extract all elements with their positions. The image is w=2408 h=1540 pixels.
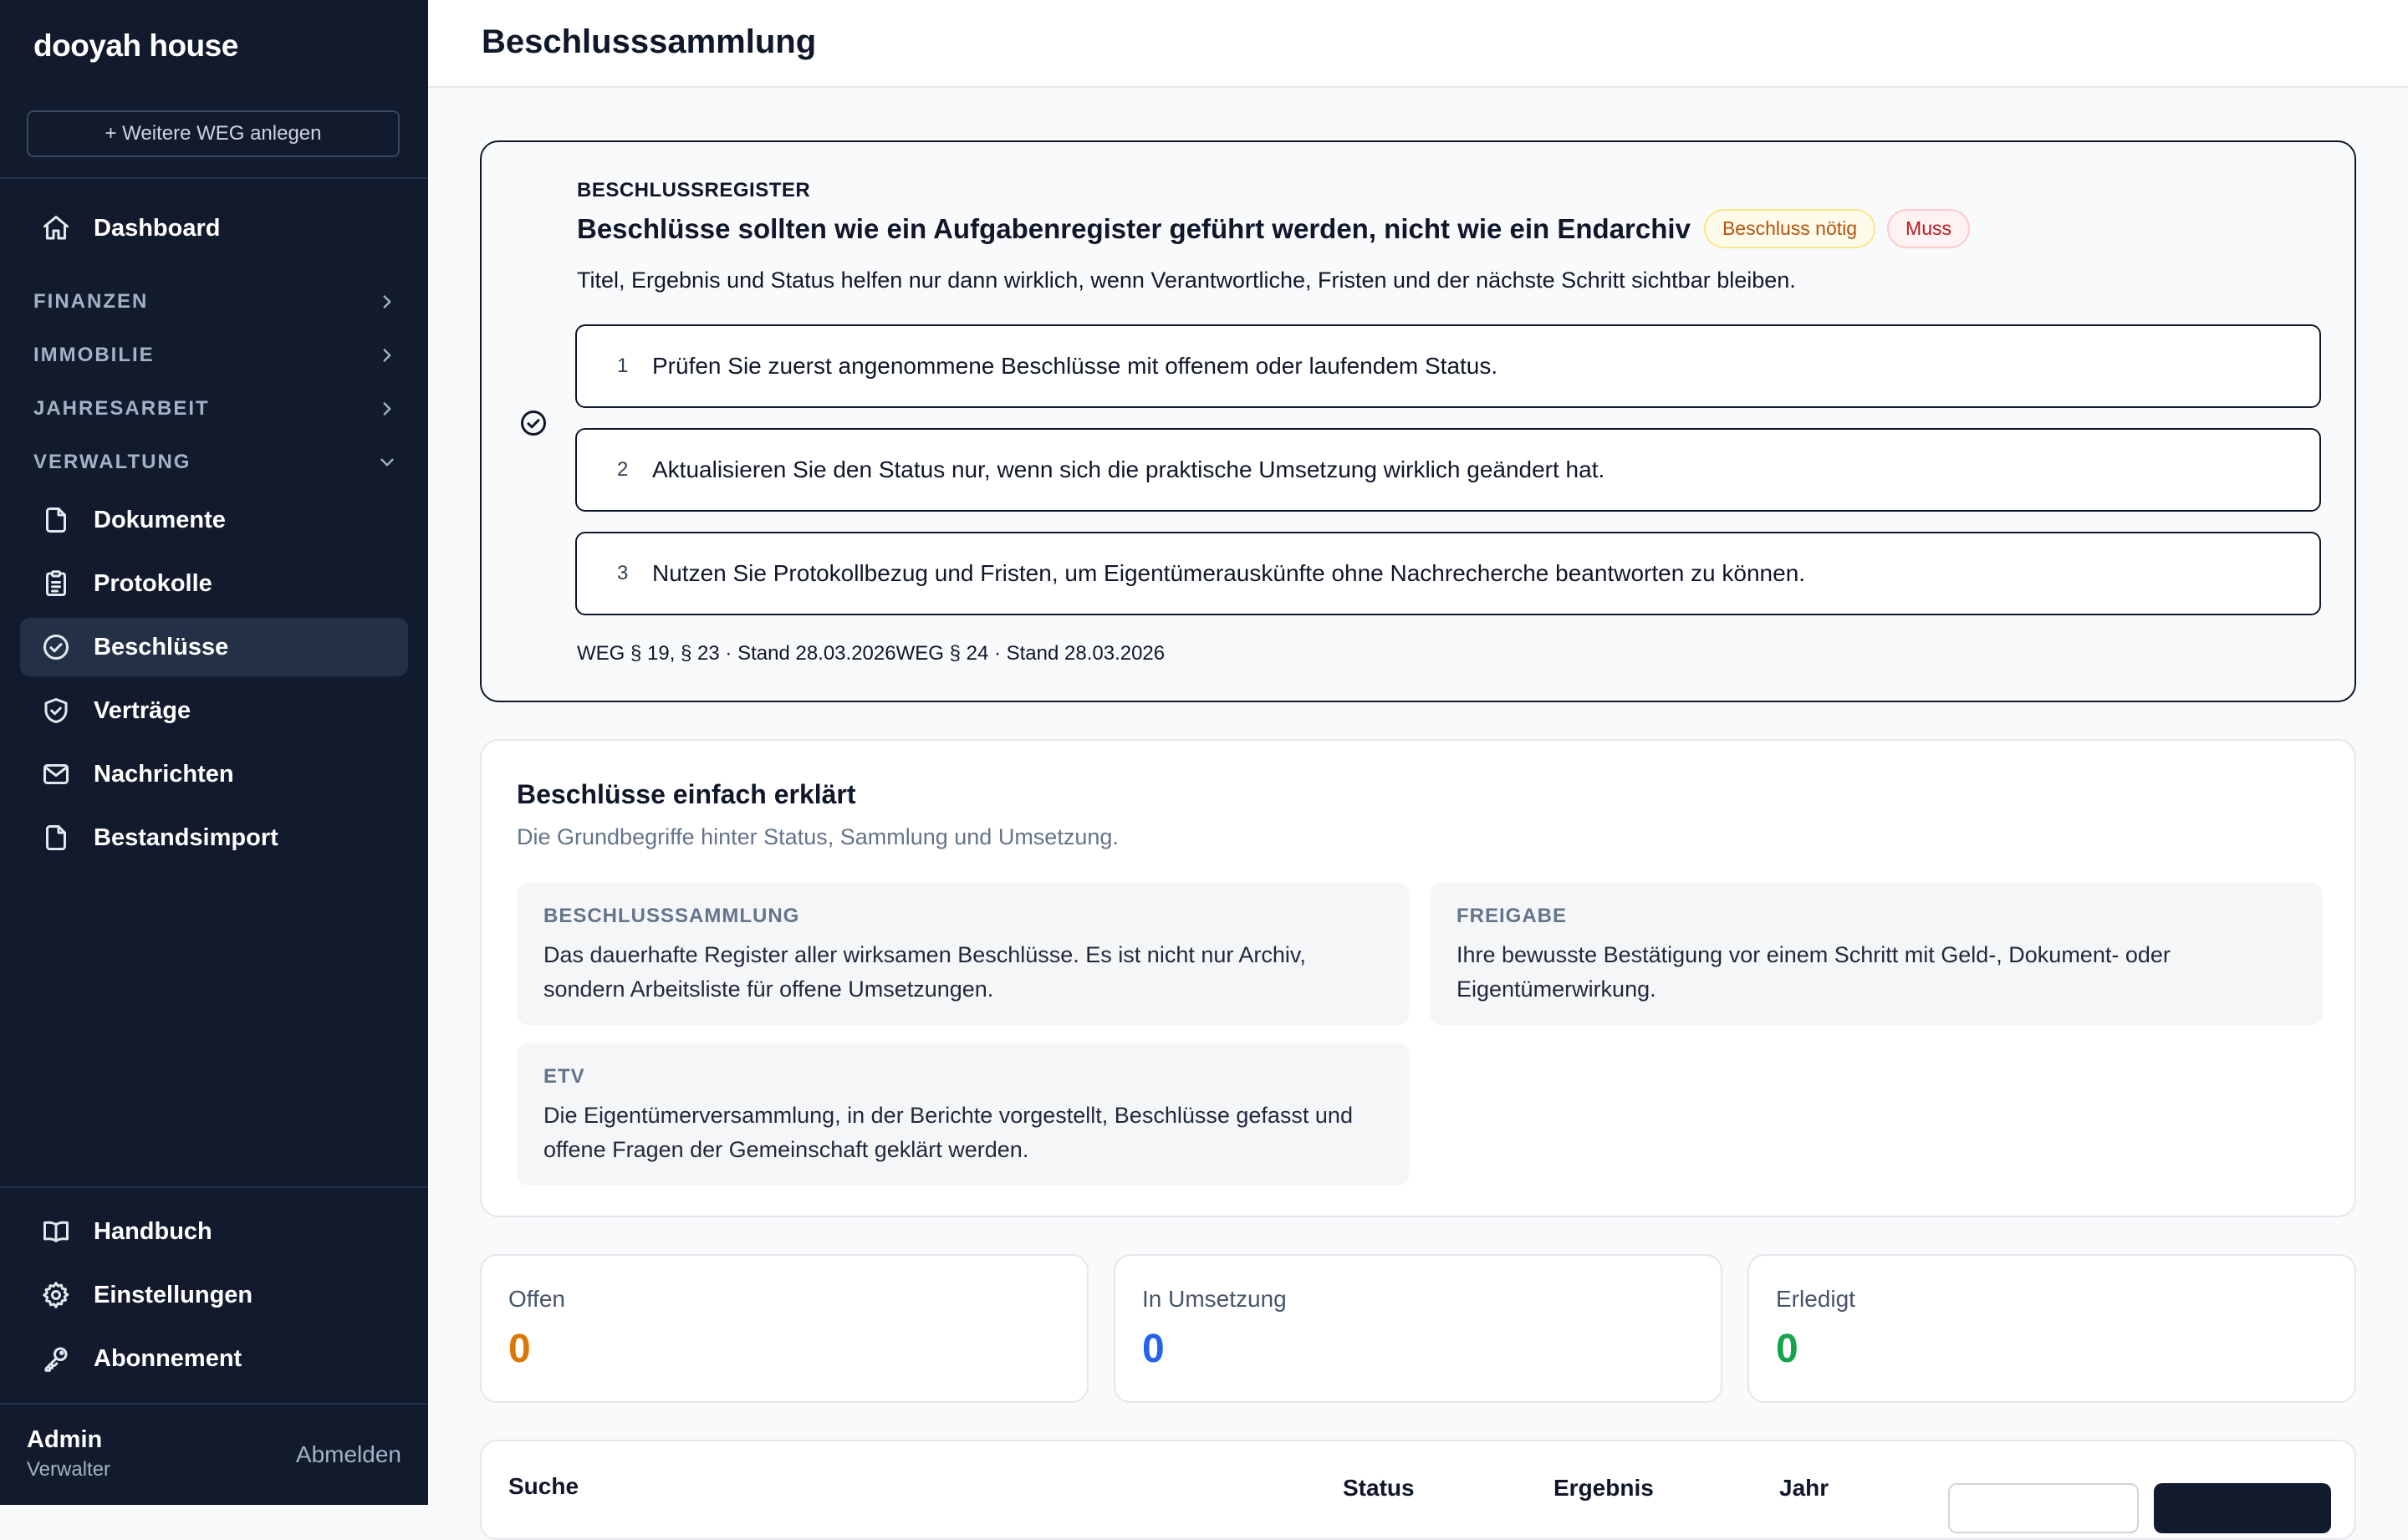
secondary-button[interactable] <box>1948 1483 2139 1533</box>
sidebar-item-label: Protokolle <box>94 569 212 597</box>
step-number: 2 <box>617 458 629 481</box>
step-number: 1 <box>617 354 629 377</box>
sidebar-item-label: Abonnement <box>94 1344 242 1372</box>
user-role: Verwalter <box>27 1458 111 1481</box>
term-label: ETV <box>543 1065 585 1088</box>
chevron-right-icon <box>376 344 398 366</box>
sidebar-group-finanzen[interactable] <box>33 285 398 319</box>
sidebar-group-verwaltung[interactable] <box>33 446 398 479</box>
step-number: 3 <box>617 562 629 584</box>
stat-card-erledigt <box>1747 1254 2356 1403</box>
term-label: FREIGABE <box>1457 905 1568 927</box>
stat-label: Offen <box>508 1286 565 1312</box>
sidebar-item-protokolle[interactable] <box>20 554 408 613</box>
stat-label: In Umsetzung <box>1142 1286 1287 1312</box>
stat-card-offen <box>480 1254 1089 1403</box>
step-text: Aktualisieren Sie den Status nur, wenn sich die praktische Umsetzung wirklich geändert hat. <box>652 456 1605 482</box>
group-label: VERWALTUNG <box>33 451 191 473</box>
document-icon <box>40 504 72 536</box>
register-title: Beschlüsse sollten wie ein Aufgabenregister geführt werden, nicht wie ein Endarchiv <box>577 212 1691 244</box>
search-label: Suche <box>508 1473 579 1499</box>
term-text: Ihre bewusste Bestätigung vor einem Schritt mit Geld-, Dokument- oder Eigentümerwirkung. <box>1457 942 2171 1002</box>
sidebar-item-label: Dashboard <box>94 214 221 242</box>
sidebar-item-label: Beschlüsse <box>94 633 229 660</box>
explain-title: Beschlüsse einfach erklärt <box>517 779 856 809</box>
step-text: Nutzen Sie Protokollbezug und Fristen, um Eigentümerauskünfte ohne Nachrecherche beantworten zu können. <box>652 560 1806 586</box>
book-icon <box>40 1216 72 1247</box>
badge-beschluss-noetig: Beschluss nötig <box>1704 209 1875 248</box>
sidebar-item-label: Nachrichten <box>94 760 234 788</box>
filter-card <box>480 1440 2356 1540</box>
chevron-down-icon <box>376 451 398 473</box>
sidebar-item-label: Bestandsimport <box>94 824 278 851</box>
sidebar-item-dokumente[interactable] <box>20 491 408 549</box>
sidebar-group-immobilie[interactable] <box>33 339 398 372</box>
sidebar-item-abonnement[interactable] <box>20 1329 408 1388</box>
group-label: JAHRESARBEIT <box>33 397 210 420</box>
sidebar-group-jahresarbeit[interactable] <box>33 392 398 426</box>
term-card <box>517 883 1410 1025</box>
sidebar-divider <box>0 177 428 179</box>
mail-icon <box>40 758 72 790</box>
document-icon <box>40 822 72 854</box>
group-label: IMMOBILIE <box>33 344 155 366</box>
term-label: BESCHLUSSSAMMLUNG <box>543 905 800 927</box>
group-label: FINANZEN <box>33 290 149 313</box>
register-step <box>575 532 2321 615</box>
term-text: Die Eigentümerversammlung, in der Berichte vorgestellt, Beschlüsse gefasst und offene Fragen der Gemeinschaft geklärt werden. <box>543 1103 1353 1162</box>
check-circle-icon <box>40 631 72 663</box>
sidebar-item-nachrichten[interactable] <box>20 745 408 803</box>
stat-value: 0 <box>1142 1327 1165 1371</box>
sidebar-divider <box>0 1403 428 1405</box>
status-filter-label: Status <box>1343 1475 1415 1501</box>
year-filter-label: Jahr <box>1779 1475 1829 1501</box>
term-text: Das dauerhafte Register aller wirksamen Beschlüsse. Es ist nicht nur Archiv, sondern Arbeitsliste für offene Umsetzungen. <box>543 942 1306 1002</box>
gear-icon <box>40 1279 72 1311</box>
stat-label: Erledigt <box>1776 1286 1855 1312</box>
sidebar-item-einstellungen[interactable] <box>20 1266 408 1324</box>
sidebar-item-label: Einstellungen <box>94 1281 253 1308</box>
shield-check-icon <box>40 695 72 727</box>
step-text: Prüfen Sie zuerst angenommene Beschlüsse mit offenem oder laufendem Status. <box>652 353 1498 379</box>
sidebar-item-label: Verträge <box>94 696 191 724</box>
sidebar-divider <box>0 1186 428 1188</box>
home-icon <box>40 212 72 244</box>
register-subtitle: Titel, Ergebnis und Status helfen nur dann wirklich, wenn Verantwortliche, Fristen und der nächste Schritt sichtbar bleiben. <box>577 268 1796 293</box>
stat-card-in-umsetzung <box>1114 1254 1722 1403</box>
register-legal-footer: WEG § 19, § 23 · Stand 28.03.2026WEG § 24 · Stand 28.03.2026 <box>577 642 1166 665</box>
sidebar-item-vertraege[interactable] <box>20 681 408 740</box>
sidebar-item-beschluesse[interactable] <box>20 618 408 676</box>
sidebar-item-label: Dokumente <box>94 506 226 533</box>
term-card <box>1430 883 2323 1025</box>
sidebar-item-handbuch[interactable] <box>20 1202 408 1261</box>
explain-subtitle: Die Grundbegriffe hinter Status, Sammlung und Umsetzung. <box>517 824 1119 849</box>
logout-button[interactable]: Abmelden <box>295 1441 401 1467</box>
check-circle-icon <box>518 408 548 438</box>
register-card <box>480 140 2356 702</box>
primary-button[interactable] <box>2154 1483 2331 1533</box>
stat-value: 0 <box>508 1327 531 1371</box>
user-name: Admin <box>27 1426 103 1453</box>
register-title-row <box>577 209 1970 248</box>
stat-value: 0 <box>1776 1327 1798 1371</box>
sidebar-item-dashboard[interactable] <box>20 199 408 258</box>
sidebar-item-bestandsimport[interactable] <box>20 808 408 867</box>
brand-logo[interactable]: dooyah house <box>33 28 238 63</box>
register-step <box>575 324 2321 408</box>
sidebar <box>0 0 428 1505</box>
add-weg-button[interactable]: + Weitere WEG anlegen <box>27 110 400 157</box>
key-icon <box>40 1343 72 1374</box>
register-eyebrow: BESCHLUSSREGISTER <box>577 179 811 201</box>
clipboard-icon <box>40 568 72 599</box>
register-step <box>575 428 2321 512</box>
explain-card <box>480 739 2356 1217</box>
sidebar-item-label: Handbuch <box>94 1217 212 1245</box>
chevron-right-icon <box>376 398 398 420</box>
badge-muss: Muss <box>1887 209 1970 248</box>
result-filter-label: Ergebnis <box>1553 1475 1654 1501</box>
page-header <box>428 0 2408 88</box>
chevron-right-icon <box>376 291 398 313</box>
page-title: Beschlusssammlung <box>482 23 817 60</box>
term-card <box>517 1043 1410 1186</box>
